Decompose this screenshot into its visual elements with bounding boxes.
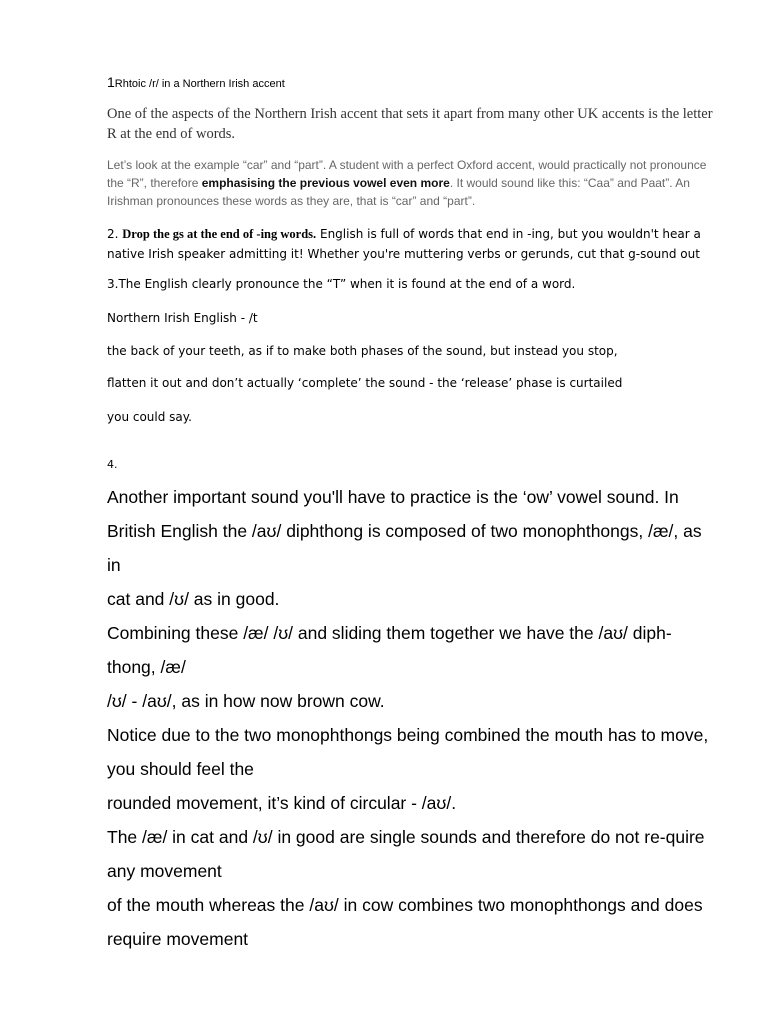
section-3-say-line: you could say. <box>107 410 192 424</box>
example-text-start: Let’s look at the example “car” and “part”. A student with a perfect Oxford accent, would practically not pronounce the “R”, therefore <box>107 158 707 190</box>
section-2-lead: Drop the gs at the end of -ing words. <box>122 227 317 241</box>
example-bold-text: emphasising the previous vowel even more <box>201 176 450 190</box>
section-4-body <box>107 480 717 956</box>
section-1-example <box>107 156 717 210</box>
example-text-end: . It would sound like this: “Caa” and Paat”. An Irishman pronounces these words as they are, that is “car” and “part”. <box>107 176 690 208</box>
section-4-line: The /æ/ in cat and /ʊ/ in good are single sounds and therefore do not re-quire any movement <box>107 827 705 881</box>
section-3-heading: 3.The English clearly pronounce the “T” when it is found at the end of a word. <box>107 277 576 291</box>
section-4-line: rounded movement, it’s kind of circular - /aʊ/. <box>107 793 457 813</box>
section-4-number: 4. <box>107 458 118 471</box>
section-4-line: Notice due to the two monophthongs being combined the mouth has to move, you should feel the <box>107 725 709 779</box>
section-4-line: Another important sound you'll have to practice is the ‘ow’ vowel sound. In British English the /aʊ/ diphthong is composed of two monophthongs, /æ/, as in <box>107 487 702 575</box>
section-2-number: 2. <box>107 227 119 241</box>
section-3-flatten-line: flatten it out and don’t actually ‘complete’ the sound - the ‘release’ phase is curtailed <box>107 376 623 390</box>
section-2-paragraph <box>107 224 722 264</box>
section-1-intro: One of the aspects of the Northern Irish accent that sets it apart from many other UK accents is the letter R at the end of words. <box>107 106 713 142</box>
section-4-line: of the mouth whereas the /aʊ/ in cow combines two monophthongs and does require movement <box>107 895 703 949</box>
section-4-line: cat and /ʊ/ as in good. <box>107 589 280 609</box>
section-4-line: Combining these /æ/ /ʊ/ and sliding them together we have the /aʊ/ diph-thong, /æ/ <box>107 623 672 677</box>
section-1-title: Rhtoic /r/ in a Northern Irish accent <box>114 78 285 90</box>
section-2-text: English is full of words that end in -ing, but you wouldn't hear a native Irish speaker admitting it! Whether you're muttering verbs or gerunds, cut that g-sound out <box>107 227 701 261</box>
section-1-number: 1 <box>107 74 115 90</box>
section-3-teeth-line: the back of your teeth, as if to make both phases of the sound, but instead you stop, <box>107 344 618 358</box>
section-1-heading <box>107 74 285 90</box>
section-4-line: /ʊ/ - /aʊ/, as in how now brown cow. <box>107 691 385 711</box>
section-3-northern-irish-line: Northern Irish English - /t <box>107 311 258 325</box>
